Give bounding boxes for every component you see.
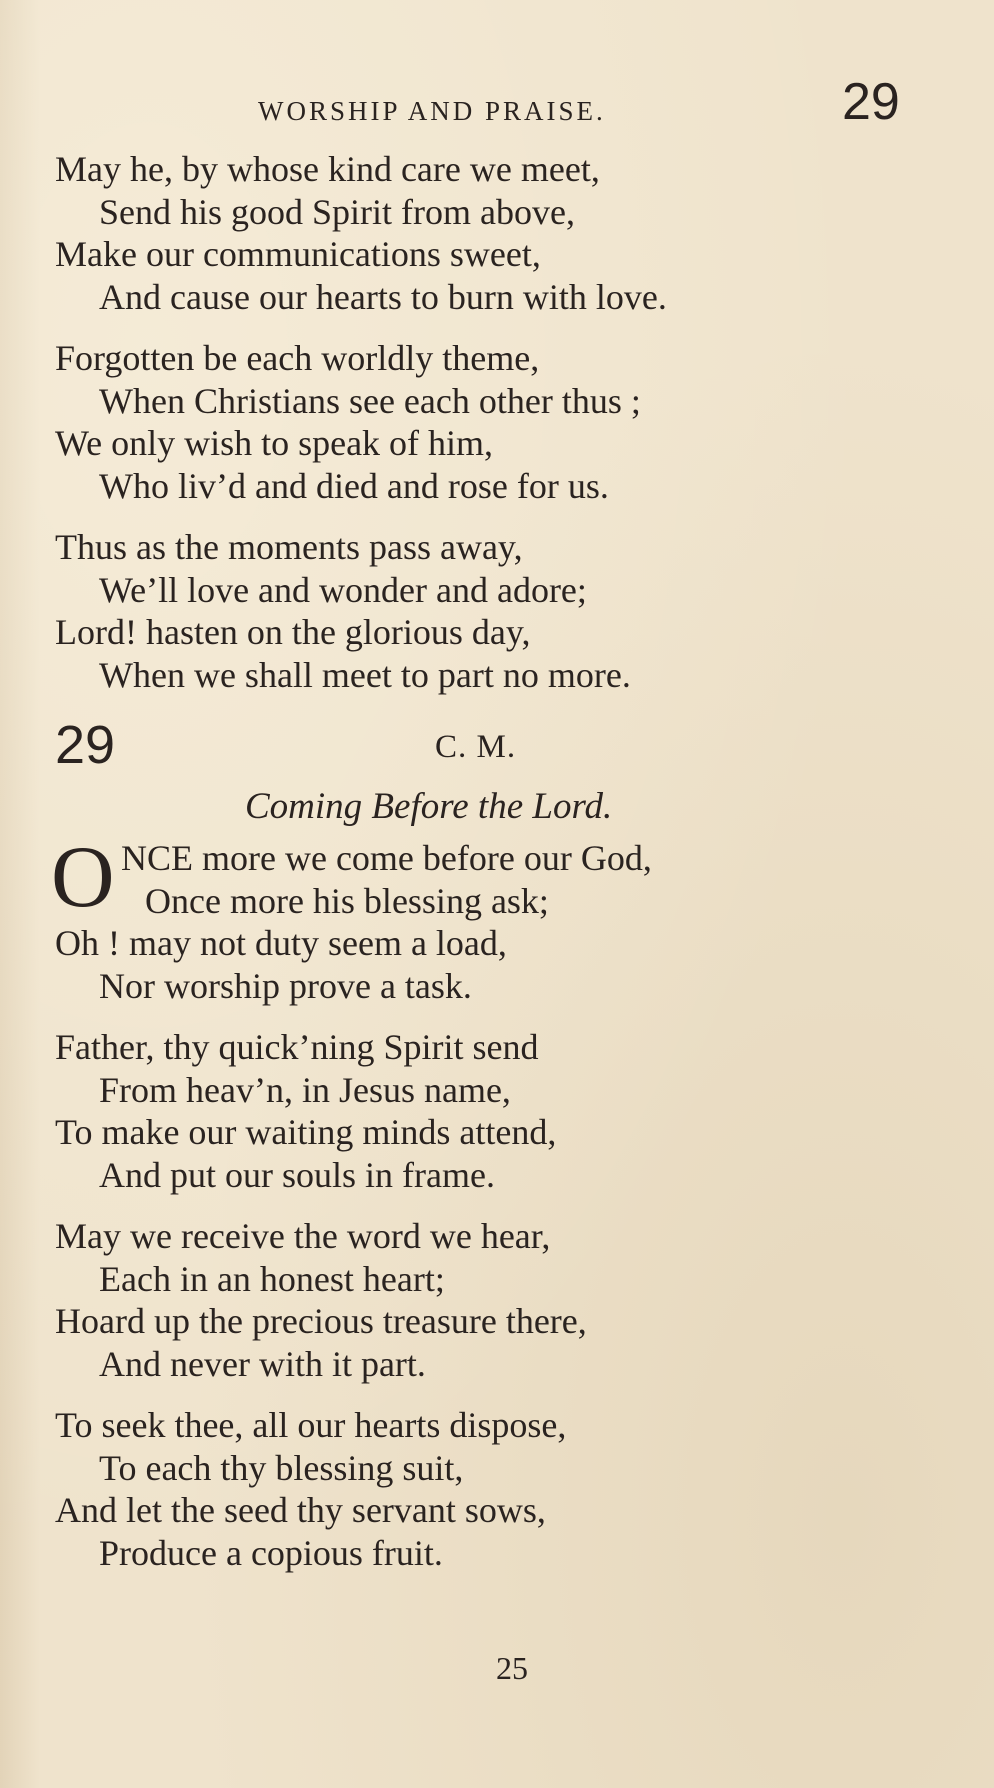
hymn-29-stanza (55, 1404, 955, 1574)
verse-line: And put our souls in frame. (99, 1154, 495, 1195)
running-head-title: WORSHIP AND PRAISE. (258, 96, 606, 126)
verse-line: Hoard up the precious treasure there, (55, 1301, 587, 1341)
verse-line: Nor worship prove a task. (99, 965, 472, 1006)
verse-line: To each thy blessing suit, (99, 1447, 464, 1488)
hymn-title: Coming Before the Lord. (245, 786, 613, 827)
verse-line: And cause our hearts to burn with love. (99, 276, 667, 317)
hymn-28-stanza (55, 148, 955, 318)
verse-line: From heav’n, in Jesus name, (99, 1069, 511, 1110)
verse-line: When we shall meet to part no more. (99, 654, 631, 695)
hymn-28-stanza (55, 337, 955, 507)
verse-line: Send his good Spirit from above, (99, 191, 575, 232)
running-head-page-number: 29 (842, 73, 900, 131)
running-head (0, 72, 994, 132)
verse-line: When Christians see each other thus ; (99, 380, 641, 421)
verse-line: Make our communications sweet, (55, 234, 541, 274)
verse-line: May we receive the word we hear, (55, 1216, 551, 1256)
verse-line: We only wish to speak of him, (55, 423, 494, 463)
hymn-29-heading (55, 715, 955, 783)
hymn-meter: C. M. (435, 729, 517, 765)
hymn-29-first-stanza (51, 829, 955, 1007)
verse-line: Once more his blessing ask; (145, 880, 549, 921)
verse-line: To make our waiting minds attend, (55, 1112, 557, 1152)
hymn-number: 29 (55, 715, 116, 775)
verse-line: Thus as the moments pass away, (55, 527, 523, 567)
verse-line: Each in an honest heart; (99, 1258, 445, 1299)
verse-line: And never with it part. (99, 1343, 426, 1384)
verse-line: To seek thee, all our hearts dispose, (55, 1405, 567, 1445)
verse-line: And let the seed thy servant sows, (55, 1490, 546, 1530)
page-content (51, 148, 955, 1593)
verse-line: NCE more we come before our God, (121, 838, 652, 878)
folio-number: 25 (496, 1650, 528, 1686)
verse-line: Forgotten be each worldly theme, (55, 338, 540, 378)
verse-line: Oh ! may not duty seem a load, (55, 923, 507, 963)
hymn-28-stanza (55, 526, 955, 696)
verse-line: Father, thy quick’ning Spirit send (55, 1027, 539, 1067)
verse-line: We’ll love and wonder and adore; (99, 569, 587, 610)
verse-line: Produce a copious fruit. (99, 1532, 443, 1573)
hymn-29-stanza (55, 1026, 955, 1196)
verse-line: Who liv’d and died and rose for us. (99, 465, 609, 506)
verse-line: May he, by whose kind care we meet, (55, 149, 600, 189)
drop-cap: O (51, 829, 115, 926)
hymn-29-stanza (55, 1215, 955, 1385)
verse-line: Lord! hasten on the glorious day, (55, 612, 531, 652)
